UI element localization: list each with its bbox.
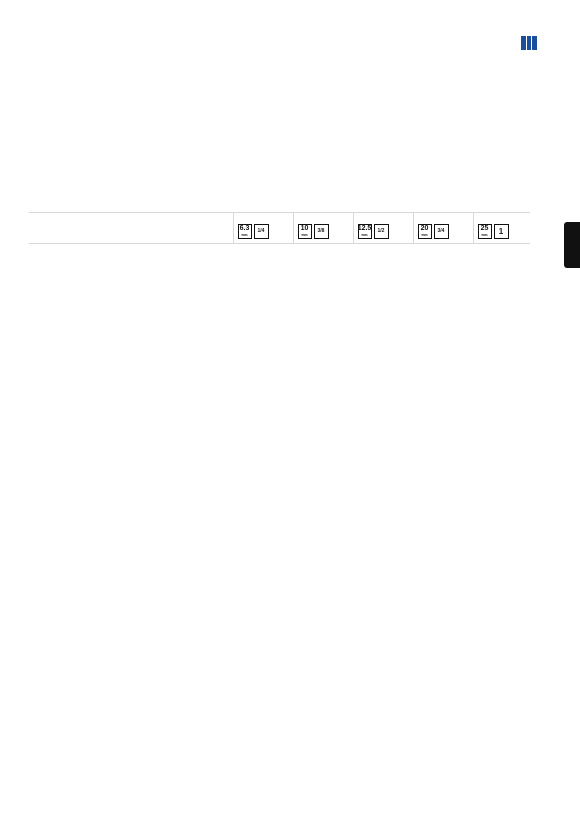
drive-column-header [293, 213, 353, 244]
drive-size-badge [238, 224, 269, 239]
matador-logo [521, 36, 540, 50]
drive-inch-badge: 1/4 [254, 224, 269, 239]
drive-mm-badge: 10 mm [298, 224, 312, 239]
socket-overview-table [29, 212, 530, 244]
drive-mm-badge: 20 mm [418, 224, 432, 239]
drive-size-badge [298, 224, 329, 239]
drive-column-header [413, 213, 473, 244]
drive-inch-badge: 1 [494, 224, 509, 239]
drive-size-header-row [29, 213, 530, 244]
drive-column-header [353, 213, 413, 244]
drive-mm-badge: 6.3 mm [238, 224, 252, 239]
drive-size-badge [358, 224, 389, 239]
drive-inch-badge: 3/8 [314, 224, 329, 239]
drive-column-header [473, 213, 530, 244]
drive-mm-badge: 25 mm [478, 224, 492, 239]
chapter-tab [564, 222, 580, 268]
drive-size-badge [418, 224, 449, 239]
drive-column-header [233, 213, 293, 244]
drive-inch-badge: 1/2 [374, 224, 389, 239]
drive-size-badge [478, 224, 509, 239]
drive-inch-badge: 3/4 [434, 224, 449, 239]
matador-logo-mark [521, 36, 537, 50]
drive-mm-badge: 12.5 mm [358, 224, 372, 239]
